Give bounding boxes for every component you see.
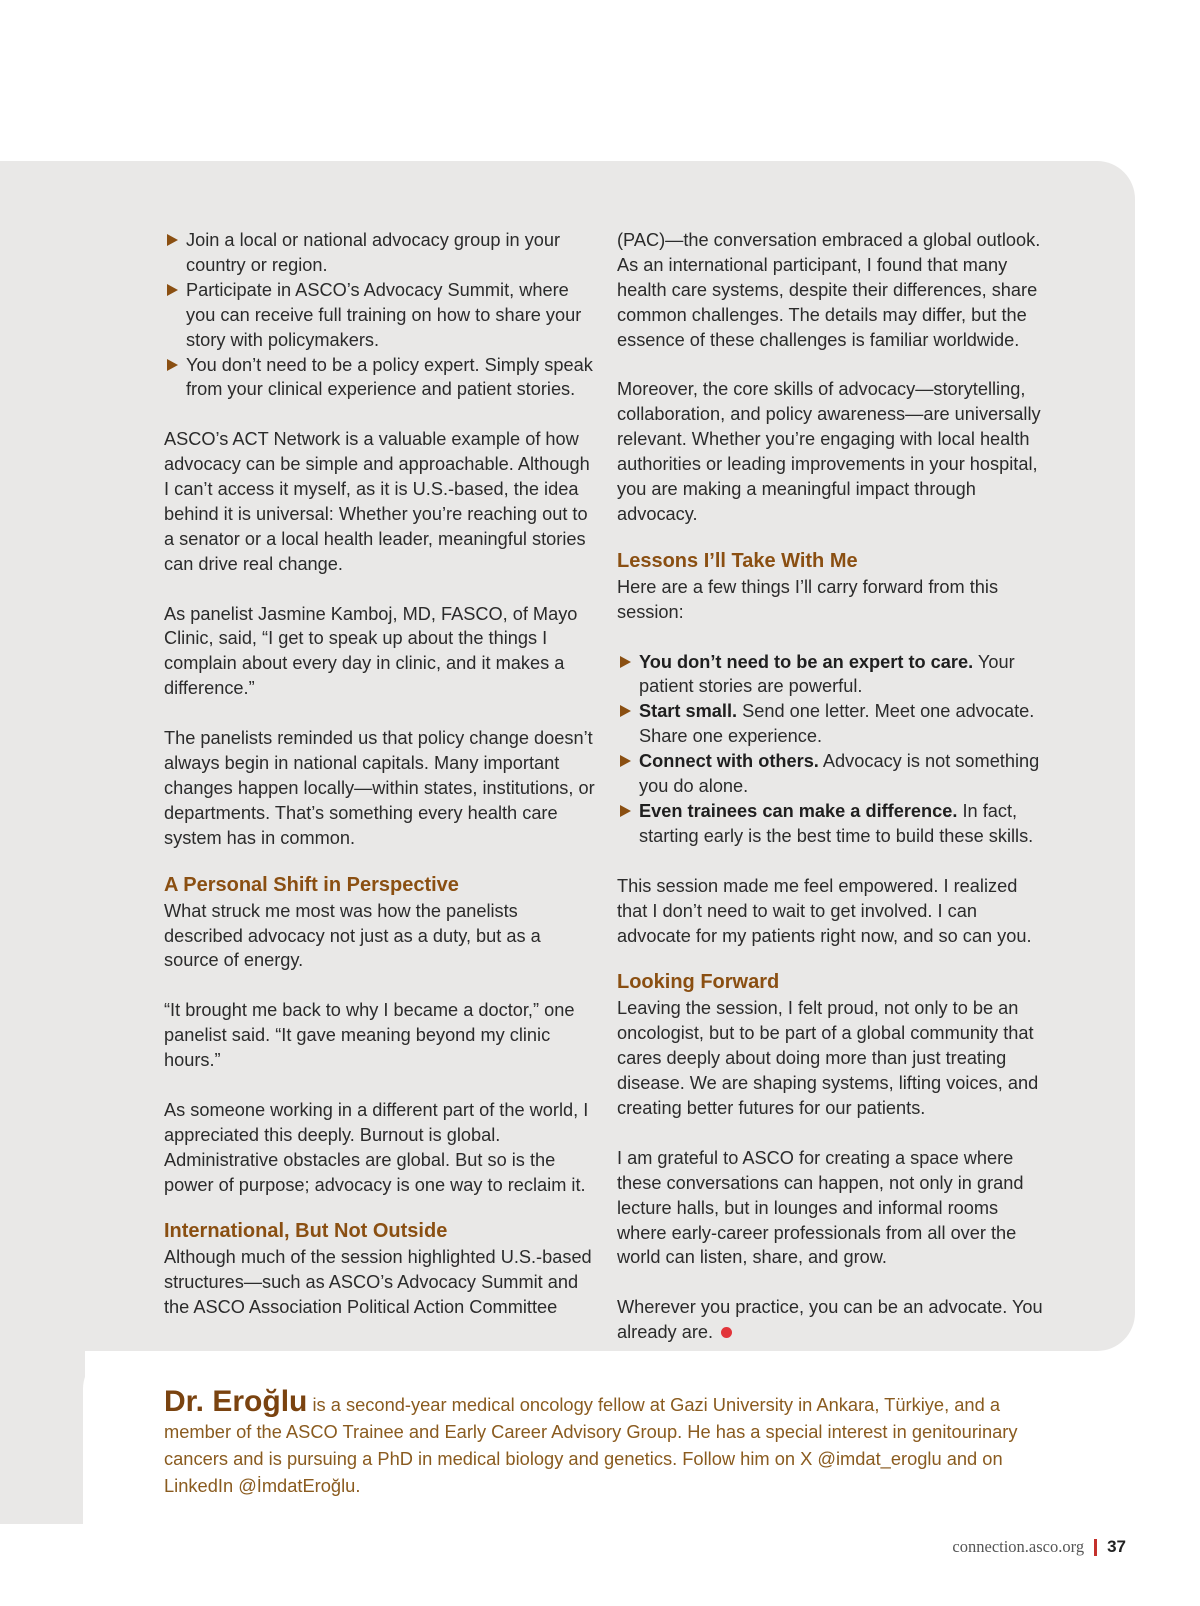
list-item	[617, 650, 1049, 700]
paragraph: (PAC)—the conversation embraced a global outlook. As an international participant, I found that many health care systems, despite their differences, share common challenges. The details may differ, but the essence of these challenges is familiar worldwide.	[617, 230, 1041, 350]
list-item	[617, 799, 1049, 849]
list-item: Participate in ASCO’s Advocacy Summit, where you can receive full training on how to share your story with policymakers.	[164, 278, 596, 353]
paragraph: Moreover, the core skills of advocacy—storytelling, collaboration, and policy awareness—are universally relevant. Whether you’re engaging with local health authorities or leading improvements in your hospital, you are making a meaningful impact through advocacy.	[617, 379, 1041, 524]
paragraph: As someone working in a different part of the world, I appreciated this deeply. Burnout is global. Administrative obstacles are global. But so is the power of purpose; advocacy is one way to reclaim it.	[164, 1099, 589, 1195]
paragraph: This session made me feel empowered. I realized that I don’t need to wait to get involved. I can advocate for my patients right now, and so can you.	[617, 875, 1032, 946]
paragraph-closing	[617, 1295, 1049, 1345]
paragraph: The panelists reminded us that policy change doesn’t always begin in national capitals. Many important changes happen locally—within states, institutions, or departments. That’s something every health care system has in common.	[164, 728, 595, 848]
lesson-text: Advocacy is not something you do alone.	[639, 751, 1040, 797]
section-heading-lessons: Lessons I’ll Take With Me	[617, 549, 858, 572]
paragraph: I am grateful to ASCO for creating a space where these conversations can happen, not only in grand lecture halls, but in lounges and informal rooms where early-career professionals from all over the world can listen, share, and grow.	[617, 1147, 1024, 1268]
paragraph: Although much of the session highlighted U.S.-based structures—such as ASCO’s Advocacy Summit and the ASCO Association Political Action Committee	[164, 1247, 592, 1318]
right-column	[617, 228, 1049, 1370]
paragraph: Here are a few things I’ll carry forward from this session:	[617, 576, 999, 622]
lesson-bold: Even trainees can make a difference.	[639, 801, 958, 821]
section-heading-international: International, But Not Outside	[164, 1220, 448, 1243]
list-item	[617, 749, 1049, 799]
footer-divider	[1094, 1539, 1097, 1556]
lesson-bold: You don’t need to be an expert to care.	[639, 651, 974, 672]
list-item	[617, 699, 1049, 749]
end-mark-dot-icon	[721, 1327, 732, 1338]
lesson-text: In fact, starting early is the best time to build these skills.	[639, 801, 1034, 846]
paragraph: “It brought me back to why I became a doctor,” one panelist said. “It gave meaning beyond my clinic hours.”	[164, 1000, 575, 1071]
section-heading-looking-forward: Looking Forward	[617, 971, 780, 994]
author-bio	[164, 1385, 1064, 1499]
page-number: 37	[1107, 1537, 1126, 1556]
lesson-text: Your patient stories are powerful.	[639, 651, 1015, 697]
list-item: Join a local or national advocacy group in your country or region.	[164, 228, 596, 278]
panel-corner-fill	[0, 1351, 85, 1524]
paragraph: As panelist Jasmine Kamboj, MD, FASCO, of Mayo Clinic, said, “I get to speak up about the things I complain about every day in clinic, and it makes a difference.”	[164, 603, 578, 699]
lessons-list	[617, 650, 1049, 849]
lesson-bold: Start small.	[639, 701, 738, 722]
paragraph: Leaving the session, I felt proud, not only to be an oncologist, but to be part of a global community that cares deeply about doing more than just treating disease. We are shaping systems, lifting voices, and creating better futures for our patients.	[617, 998, 1039, 1119]
lesson-bold: Connect with others.	[639, 751, 819, 772]
left-column	[164, 228, 596, 1345]
lesson-text: Send one letter. Meet one advocate. Share one experience.	[639, 701, 1035, 747]
paragraph: What struck me most was how the panelists described advocacy not just as a duty, but as a source of energy.	[164, 900, 541, 971]
list-item: You don’t need to be a policy expert. Simply speak from your clinical experience and patient stories.	[164, 353, 596, 403]
author-name: Dr. Eroğlu	[164, 1385, 308, 1418]
author-bio-text: is a second-year medical oncology fellow at Gazi University in Ankara, Türkiye, and a member of the ASCO Trainee and Early Career Advisory Group. He has a special interest in genitourinary cancers and is pursuing a PhD in medical biology and genetics. Follow him on X @imdat_eroglu and on LinkedIn @İmdatEroğlu.	[164, 1394, 1018, 1496]
footer-site-link[interactable]: connection.asco.org	[952, 1537, 1085, 1556]
page-footer	[952, 1537, 1126, 1557]
section-heading-personal-shift: A Personal Shift in Perspective	[164, 873, 459, 896]
paragraph: ASCO’s ACT Network is a valuable example of how advocacy can be simple and approachable. Although I can’t access it myself, as it is U.S.-based, the idea behind it is universal: Whether you’re reaching out to a senator or a local health leader, meaningful stories can drive real change.	[164, 429, 590, 574]
tips-list	[164, 228, 596, 402]
closing-text: Wherever you practice, you can be an advocate. You already are.	[617, 1297, 1043, 1343]
